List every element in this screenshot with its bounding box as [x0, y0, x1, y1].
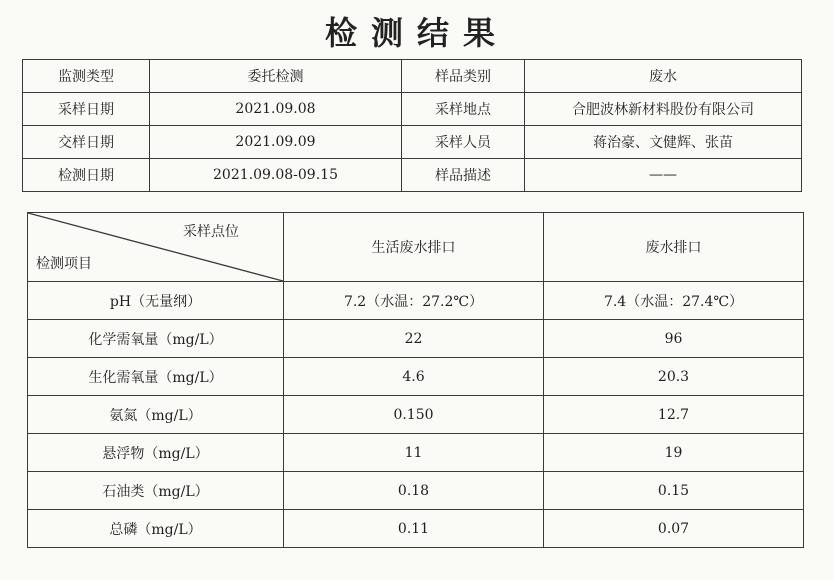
- table-row: [23, 93, 802, 126]
- result-value: 0.18: [284, 472, 544, 510]
- result-value: 4.6: [284, 358, 544, 396]
- result-value: 11: [284, 434, 544, 472]
- result-value: 0.15: [544, 472, 804, 510]
- results-rows: [28, 213, 804, 548]
- table-row: [28, 510, 804, 548]
- result-value: 7.2（水温：27.2℃）: [284, 282, 544, 320]
- info-value: 合肥波林新材料股份有限公司: [525, 93, 802, 126]
- result-value: 0.11: [284, 510, 544, 548]
- info-label: 交样日期: [23, 126, 150, 159]
- info-value: 2021.09.09: [150, 126, 402, 159]
- info-label: 监测类型: [23, 60, 150, 93]
- info-label: 样品描述: [402, 159, 525, 192]
- column-header: 生活废水排口: [284, 213, 544, 282]
- info-value: ——: [525, 159, 802, 192]
- test-item: 生化需氧量（mg/L）: [28, 358, 284, 396]
- info-value: 委托检测: [150, 60, 402, 93]
- test-results-table: [27, 212, 804, 548]
- result-value: 0.150: [284, 396, 544, 434]
- info-label: 样品类别: [402, 60, 525, 93]
- table-row: [23, 60, 802, 93]
- test-item: 悬浮物（mg/L）: [28, 434, 284, 472]
- result-value: 12.7: [544, 396, 804, 434]
- test-item: pH（无量纲）: [28, 282, 284, 320]
- sample-info-rows: [23, 60, 802, 192]
- info-value: 2021.09.08: [150, 93, 402, 126]
- diagonal-corner-cell: [28, 213, 284, 282]
- info-label: 采样地点: [402, 93, 525, 126]
- test-item-label: 检测项目: [36, 256, 92, 272]
- result-value: 0.07: [544, 510, 804, 548]
- test-item: 总磷（mg/L）: [28, 510, 284, 548]
- table-row: [23, 159, 802, 192]
- table-row: [28, 472, 804, 510]
- test-item: 石油类（mg/L）: [28, 472, 284, 510]
- table-row: [28, 396, 804, 434]
- test-item: 氨氮（mg/L）: [28, 396, 284, 434]
- info-label: 检测日期: [23, 159, 150, 192]
- info-label: 采样日期: [23, 93, 150, 126]
- table-row: [28, 434, 804, 472]
- table-row: [28, 282, 804, 320]
- info-value: 2021.09.08-09.15: [150, 159, 402, 192]
- table-row: [28, 358, 804, 396]
- column-header: 废水排口: [544, 213, 804, 282]
- result-value: 7.4（水温：27.4℃）: [544, 282, 804, 320]
- result-value: 96: [544, 320, 804, 358]
- result-value: 22: [284, 320, 544, 358]
- sampling-point-label: 采样点位: [183, 224, 239, 240]
- result-value: 20.3: [544, 358, 804, 396]
- info-label: 采样人员: [402, 126, 525, 159]
- table-row: [23, 126, 802, 159]
- sample-info-table: [22, 59, 802, 192]
- results-header-row: [28, 213, 804, 282]
- info-value: 废水: [525, 60, 802, 93]
- test-item: 化学需氧量（mg/L）: [28, 320, 284, 358]
- table-row: [28, 320, 804, 358]
- info-value: 蒋治豪、文健辉、张苗: [525, 126, 802, 159]
- page-title: 检测结果: [324, 14, 509, 52]
- result-value: 19: [544, 434, 804, 472]
